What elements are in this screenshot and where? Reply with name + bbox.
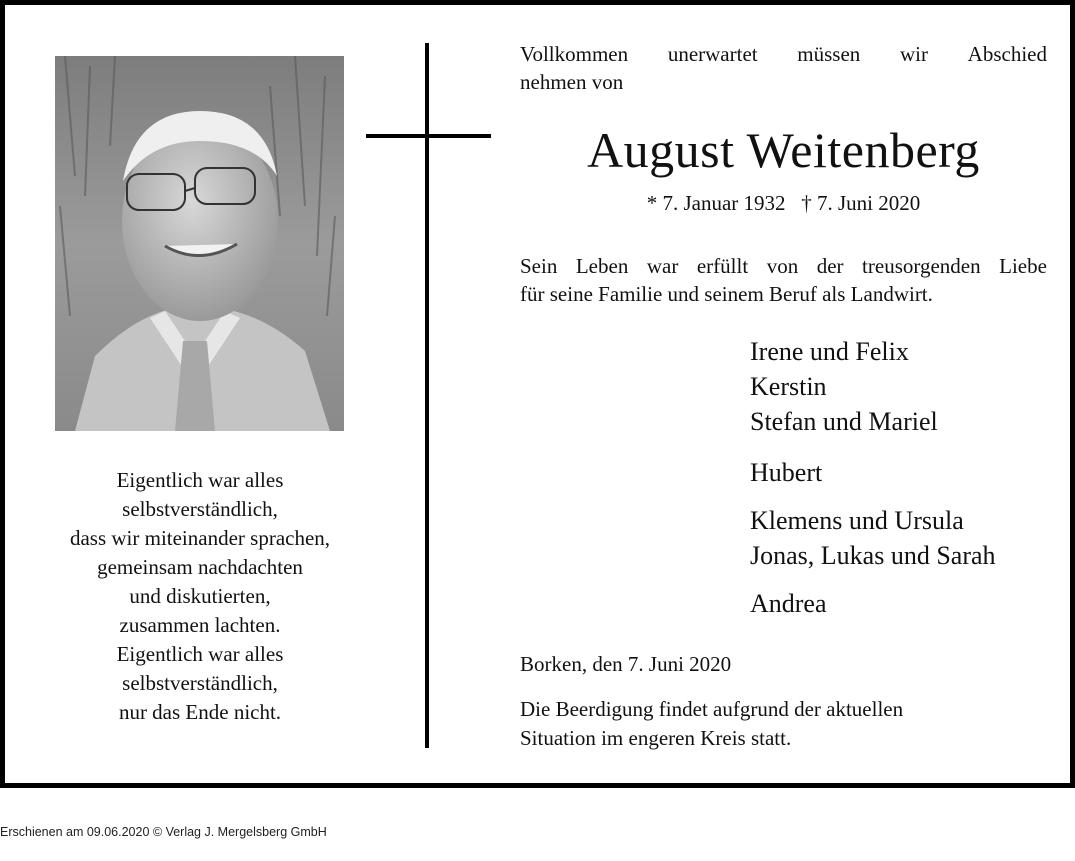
funeral-line: Situation im engeren Kreis statt. [520, 726, 792, 750]
publication-footer: Erschienen am 09.06.2020 © Verlag J. Mergelsberg GmbH [0, 825, 327, 839]
life-word: Leben [575, 254, 629, 278]
intro-text [520, 40, 1047, 96]
poem-line: Eigentlich war alles [116, 642, 284, 666]
intro-word: Abschied [967, 42, 1047, 66]
poem [30, 466, 370, 727]
deceased-name: August Weitenberg [587, 122, 980, 178]
cross-vertical-bar [425, 43, 429, 748]
life-word: der [816, 254, 844, 278]
mourner-name: Klemens und Ursula [750, 506, 964, 535]
life-word: Liebe [999, 254, 1047, 278]
life-word: von [766, 254, 799, 278]
poem-line: dass wir miteinander sprachen, [69, 526, 331, 550]
mourner-name: Irene und Felix [750, 337, 909, 366]
poem-line: selbstverständlich, [122, 671, 278, 695]
funeral-line: Die Beerdigung findet aufgrund der aktuellen [520, 697, 904, 721]
life-word: treusorgenden [862, 254, 981, 278]
intro-word: Vollkommen [520, 42, 629, 66]
poem-line: zusammen lachten. [119, 613, 281, 637]
intro-word: unerwartet [667, 42, 758, 66]
poem-line: nur das Ende nicht. [118, 700, 282, 724]
life-word: war [646, 254, 679, 278]
intro-word: müssen [797, 42, 861, 66]
portrait-photo [55, 56, 344, 431]
intro-line-1 [520, 40, 1047, 68]
poem-line: gemeinsam nachdachten [97, 555, 303, 579]
mourner-name: Hubert [750, 458, 823, 487]
mourner-name: Jonas, Lukas und Sarah [750, 541, 996, 570]
poem-line: Eigentlich war alles [116, 468, 284, 492]
life-text [520, 252, 1047, 308]
poem-line: selbstverständlich, [122, 497, 278, 521]
poem-line: und diskutierten, [129, 584, 271, 608]
cross-horizontal-bar [366, 134, 491, 138]
life-dates: * 7. Januar 1932 † 7. Juni 2020 [646, 191, 921, 215]
life-word: erfüllt [696, 254, 749, 278]
mourner-name: Stefan und Mariel [750, 407, 938, 436]
life-word: Sein [520, 254, 558, 278]
life-line-1 [520, 252, 1047, 280]
mourner-name: Kerstin [750, 372, 827, 401]
mourner-name: Andrea [750, 589, 827, 618]
intro-word: wir [899, 42, 928, 66]
intro-line-2: nehmen von [520, 70, 624, 94]
place-date: Borken, den 7. Juni 2020 [520, 652, 732, 676]
funeral-notice [520, 695, 1047, 753]
life-line-2: für seine Familie und seinem Beruf als Landwirt. [520, 282, 933, 306]
